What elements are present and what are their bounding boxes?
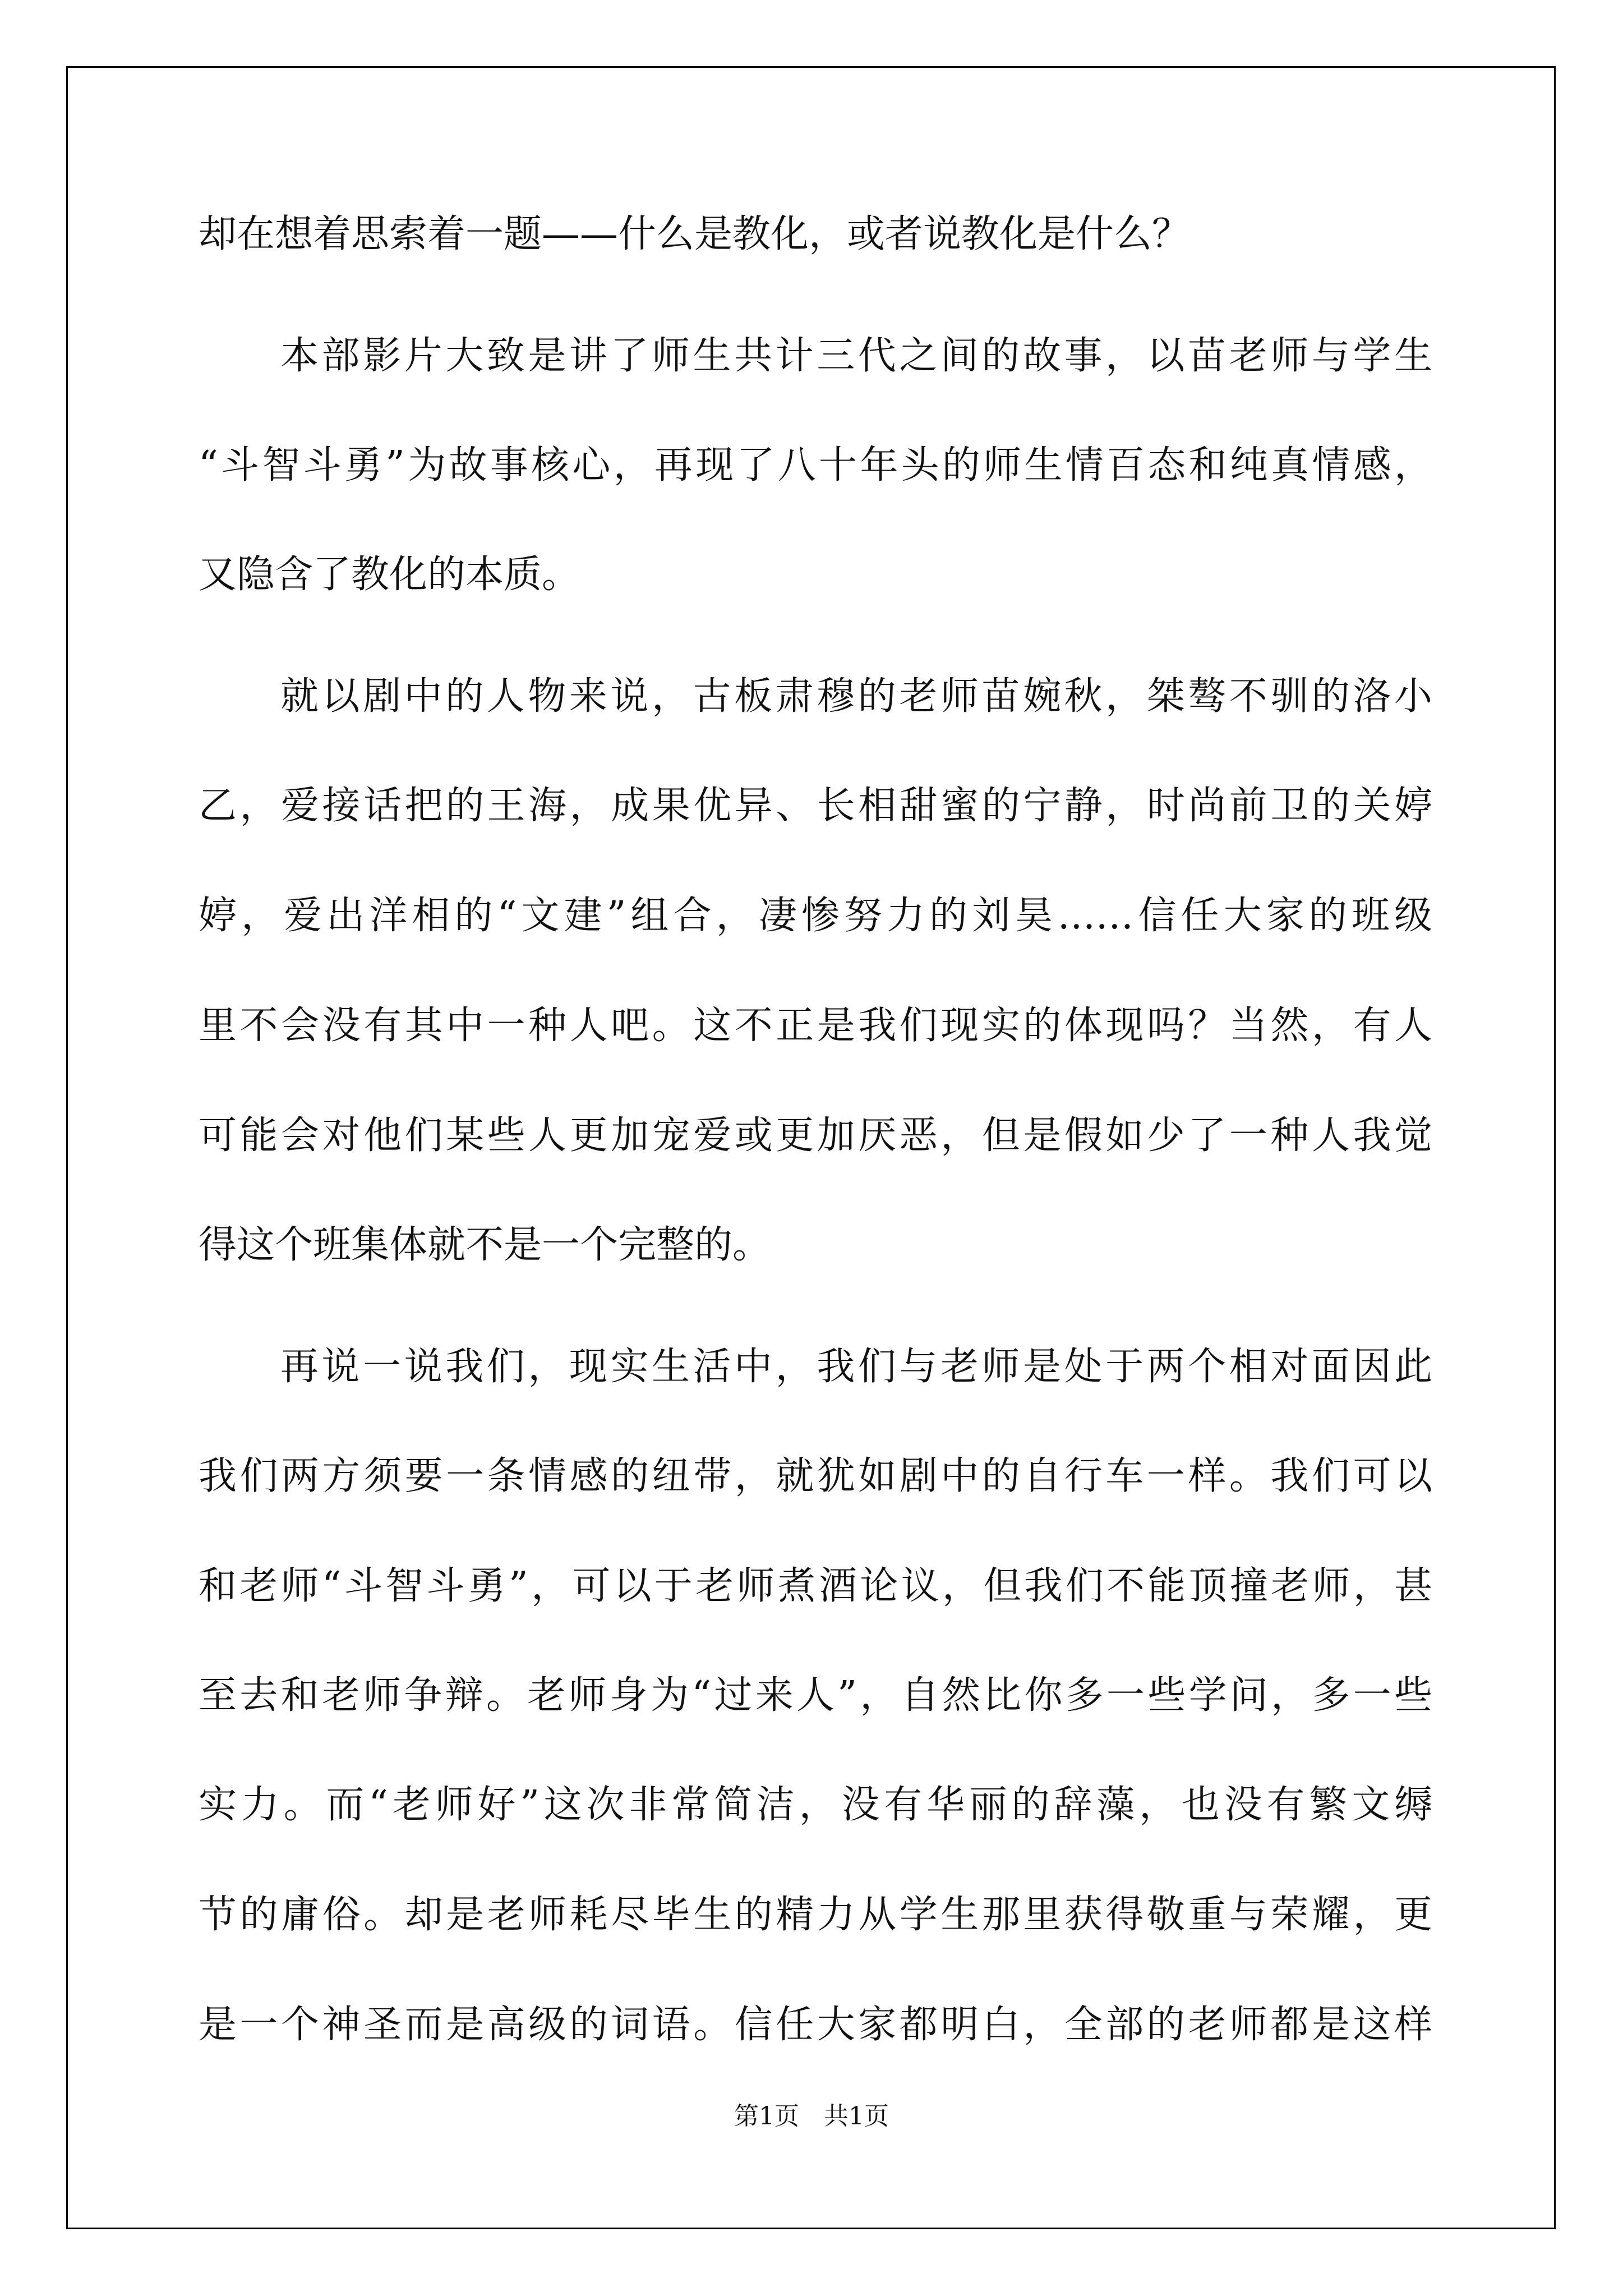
body-text-line: 至去和老师争辩。老师身为“过来人”，自然比你多一些学问，多一些	[199, 1673, 1432, 1718]
body-text-line: 就以剧中的人物来说，古板肃穆的老师苗婉秋，桀骜不驯的洛小	[280, 674, 1432, 719]
body-text-line: 又隐含了教化的本质。	[199, 553, 580, 597]
body-text-line: 却在想着思索着一题——什么是教化，或者说教化是什么？	[199, 212, 1191, 256]
body-text-line: 和老师“斗智斗勇”，可以于老师煮酒论议，但我们不能顶撞老师，甚	[199, 1564, 1432, 1608]
body-text-line: 乙，爱接话把的王海，成果优异、长相甜蜜的宁静，时尚前卫的关婷	[199, 784, 1432, 828]
body-text-line: 是一个神圣而是高级的词语。信任大家都明白，全部的老师都是这样	[199, 2003, 1432, 2047]
page-number-footer: 第1页 共1页	[734, 2102, 889, 2131]
body-text-line: 再说一说我们，现实生活中，我们与老师是处于两个相对面因此	[280, 1345, 1432, 1389]
body-text-line: 婷，爱出洋相的“文建”组合，凄惨努力的刘昊……信任大家的班级	[199, 894, 1432, 938]
body-text-line: “斗智斗勇”为故事核心，再现了八十年头的师生情百态和纯真情感，	[199, 443, 1432, 487]
body-text-line: 实力。而“老师好”这次非常简洁，没有华丽的辞藻，也没有繁文缛	[199, 1783, 1432, 1827]
body-text-line: 可能会对他们某些人更加宠爱或更加厌恶，但是假如少了一种人我觉	[199, 1114, 1432, 1158]
body-text-line: 节的庸俗。却是老师耗尽毕生的精力从学生那里获得敬重与荣耀，更	[199, 1893, 1432, 1937]
body-text-line: 本部影片大致是讲了师生共计三代之间的故事，以苗老师与学生	[280, 334, 1432, 378]
body-text-line: 里不会没有其中一种人吧。这不正是我们现实的体现吗？当然，有人	[199, 1004, 1432, 1048]
body-text-line: 我们两方须要一条情感的纽带，就犹如剧中的自行车一样。我们可以	[199, 1454, 1432, 1498]
body-text-line: 得这个班集体就不是一个完整的。	[199, 1223, 771, 1267]
